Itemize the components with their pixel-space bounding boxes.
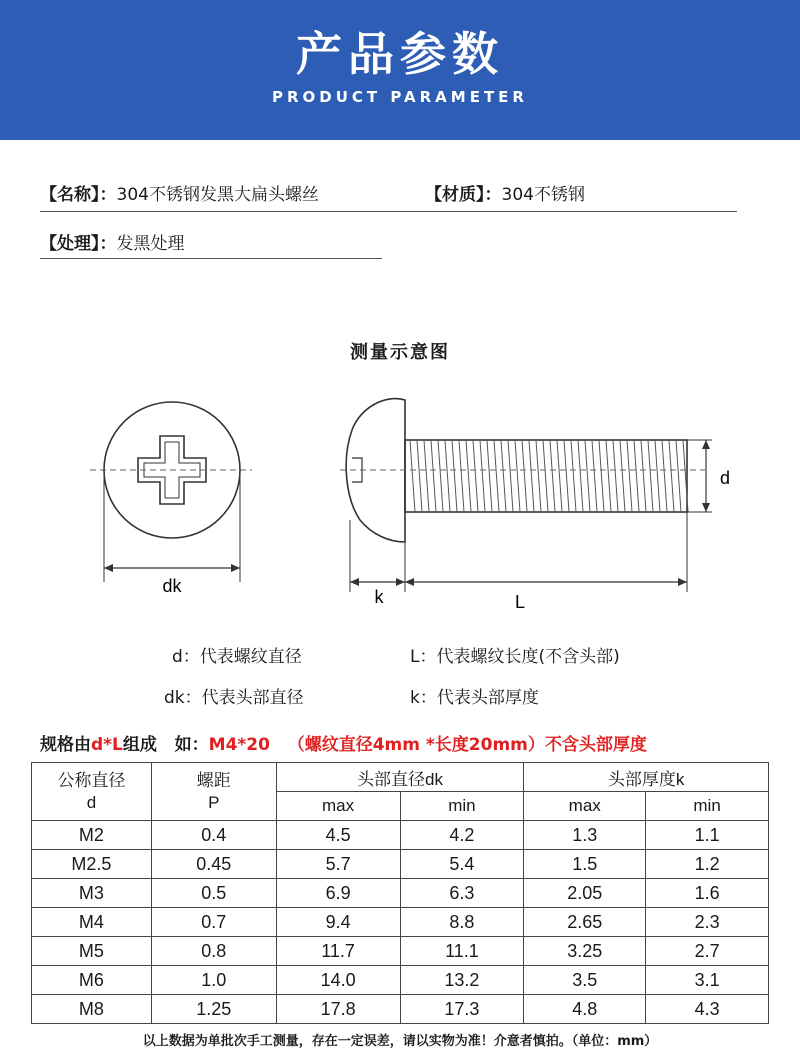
- legend-d: d：代表螺纹直径: [172, 647, 302, 667]
- spec-table: [31, 762, 769, 1024]
- table-cell: 4.2: [400, 821, 524, 850]
- table-cell: 2.3: [646, 908, 769, 937]
- legend-k: k：代表头部厚度: [410, 688, 539, 708]
- table-cell: 9.4: [276, 908, 400, 937]
- header-dk-min: min: [400, 792, 524, 821]
- table-cell: 17.3: [400, 995, 524, 1024]
- header-pitch: 螺距 P: [151, 763, 276, 821]
- table-cell: 2.05: [524, 879, 646, 908]
- dk-label: dk: [162, 576, 182, 596]
- table-cell: 3.25: [524, 937, 646, 966]
- thread-line: [529, 440, 534, 512]
- diagram-title: 测量示意图: [350, 342, 450, 363]
- table-cell: 3.5: [524, 966, 646, 995]
- table-cell: 3.1: [646, 966, 769, 995]
- treatment-label: 【处理】：: [40, 234, 117, 254]
- table-row: [32, 821, 769, 850]
- thread-hatch: [410, 440, 688, 512]
- table-cell: 2.65: [524, 908, 646, 937]
- table-cell: 11.7: [276, 937, 400, 966]
- header-head-diameter: 头部直径dk: [276, 763, 524, 792]
- thread-line: [669, 440, 674, 512]
- thread-line: [508, 440, 513, 512]
- table-cell: 6.9: [276, 879, 400, 908]
- table-cell: 11.1: [400, 937, 524, 966]
- thread-line: [564, 440, 569, 512]
- table-cell: 0.8: [151, 937, 276, 966]
- thread-line: [417, 440, 422, 512]
- table-cell: 5.4: [400, 850, 524, 879]
- table-cell: M6: [32, 966, 152, 995]
- thread-line: [620, 440, 625, 512]
- table-cell: 17.8: [276, 995, 400, 1024]
- table-cell: 6.3: [400, 879, 524, 908]
- info-name: [40, 180, 319, 205]
- thread-line: [543, 440, 548, 512]
- name-value: 304不锈钢发黑大扁头螺丝: [116, 185, 319, 205]
- spec-mid: 组成 如：: [122, 735, 209, 755]
- thread-line: [613, 440, 618, 512]
- table-cell: M4: [32, 908, 152, 937]
- material-label: 【材质】：: [425, 185, 502, 205]
- L-label: L: [514, 592, 526, 612]
- thread-line: [466, 440, 471, 512]
- info-material: [425, 180, 585, 205]
- thread-line: [648, 440, 653, 512]
- thread-line: [522, 440, 527, 512]
- L-arrow-right: [678, 578, 687, 586]
- header-k-max: max: [524, 792, 646, 821]
- thread-line: [557, 440, 562, 512]
- thread-line: [494, 440, 499, 512]
- table-row: [32, 937, 769, 966]
- dk-arrow-left: [104, 564, 113, 572]
- thread-line: [410, 440, 415, 512]
- table-row: [32, 995, 769, 1024]
- thread-line: [487, 440, 492, 512]
- table-cell: 0.45: [151, 850, 276, 879]
- spec-dl: d*L: [91, 735, 123, 755]
- thread-line: [585, 440, 590, 512]
- thread-line: [627, 440, 632, 512]
- table-cell: 1.3: [524, 821, 646, 850]
- thread-line: [606, 440, 611, 512]
- treatment-value: 发黑处理: [116, 234, 185, 254]
- thread-line: [438, 440, 443, 512]
- table-cell: 1.25: [151, 995, 276, 1024]
- table-cell: 1.0: [151, 966, 276, 995]
- table-cell: M2: [32, 821, 152, 850]
- thread-line: [473, 440, 478, 512]
- thread-line: [571, 440, 576, 512]
- thread-line: [480, 440, 485, 512]
- table-cell: 1.6: [646, 879, 769, 908]
- thread-line: [431, 440, 436, 512]
- table-cell: 1.1: [646, 821, 769, 850]
- table-row: [32, 966, 769, 995]
- header-k-min: min: [646, 792, 769, 821]
- thread-line: [452, 440, 457, 512]
- thread-line: [501, 440, 506, 512]
- k-arrow-right: [396, 578, 405, 586]
- d-arrow-top: [702, 440, 710, 449]
- table-cell: 5.7: [276, 850, 400, 879]
- thread-line: [459, 440, 464, 512]
- legend-dk: dk：代表头部直径: [164, 688, 304, 708]
- thread-line: [676, 440, 681, 512]
- table-row: [32, 879, 769, 908]
- table-cell: 0.5: [151, 879, 276, 908]
- page-title: 产品参数: [296, 27, 504, 81]
- thread-line: [599, 440, 604, 512]
- table-cell: 0.4: [151, 821, 276, 850]
- d-label: d: [720, 468, 731, 488]
- table-cell: M8: [32, 995, 152, 1024]
- spec-prefix: 规格由: [40, 735, 91, 755]
- table-cell: M5: [32, 937, 152, 966]
- table-cell: 13.2: [400, 966, 524, 995]
- table-cell: 4.8: [524, 995, 646, 1024]
- thread-line: [550, 440, 555, 512]
- table-cell: 1.2: [646, 850, 769, 879]
- table-row: [32, 850, 769, 879]
- thread-line: [536, 440, 541, 512]
- measurement-diagram: [0, 370, 800, 620]
- header-dk-max: max: [276, 792, 400, 821]
- thread-line: [655, 440, 660, 512]
- table-cell: 2.7: [646, 937, 769, 966]
- thread-line: [424, 440, 429, 512]
- table-cell: 1.5: [524, 850, 646, 879]
- page-subtitle: PRODUCT PARAMETER: [272, 88, 528, 106]
- header-nominal-diameter: 公称直径 d: [32, 763, 152, 821]
- info-treatment: [40, 229, 185, 254]
- table-cell: 0.7: [151, 908, 276, 937]
- thread-line: [445, 440, 450, 512]
- thread-line: [578, 440, 583, 512]
- table-cell: M2.5: [32, 850, 152, 879]
- L-arrow-left: [405, 578, 414, 586]
- header-banner: [0, 0, 800, 140]
- table-cell: M3: [32, 879, 152, 908]
- table-row: [32, 908, 769, 937]
- thread-line: [515, 440, 520, 512]
- thread-line: [662, 440, 667, 512]
- k-arrow-left: [350, 578, 359, 586]
- k-label: k: [374, 587, 384, 607]
- name-label: 【名称】：: [40, 185, 117, 205]
- table-cell: 14.0: [276, 966, 400, 995]
- header-head-thickness: 头部厚度k: [524, 763, 769, 792]
- thread-line: [634, 440, 639, 512]
- dk-arrow-right: [231, 564, 240, 572]
- divider-2: [40, 258, 382, 259]
- thread-line: [641, 440, 646, 512]
- legend-L: L：代表螺纹长度(不含头部): [410, 647, 620, 667]
- material-value: 304不锈钢: [501, 185, 585, 205]
- thread-line: [592, 440, 597, 512]
- table-cell: 4.3: [646, 995, 769, 1024]
- table-cell: 4.5: [276, 821, 400, 850]
- spec-description: [40, 730, 647, 755]
- spec-example: M4*20 （螺纹直径4mm *长度20mm）不含头部厚度: [208, 735, 647, 755]
- table-cell: 8.8: [400, 908, 524, 937]
- footnote: 以上数据为单批次手工测量，存在一定误差，请以实物为准！介意者慎拍。（单位：mm）: [142, 1034, 658, 1049]
- divider-1: [40, 211, 737, 212]
- d-arrow-bottom: [702, 503, 710, 512]
